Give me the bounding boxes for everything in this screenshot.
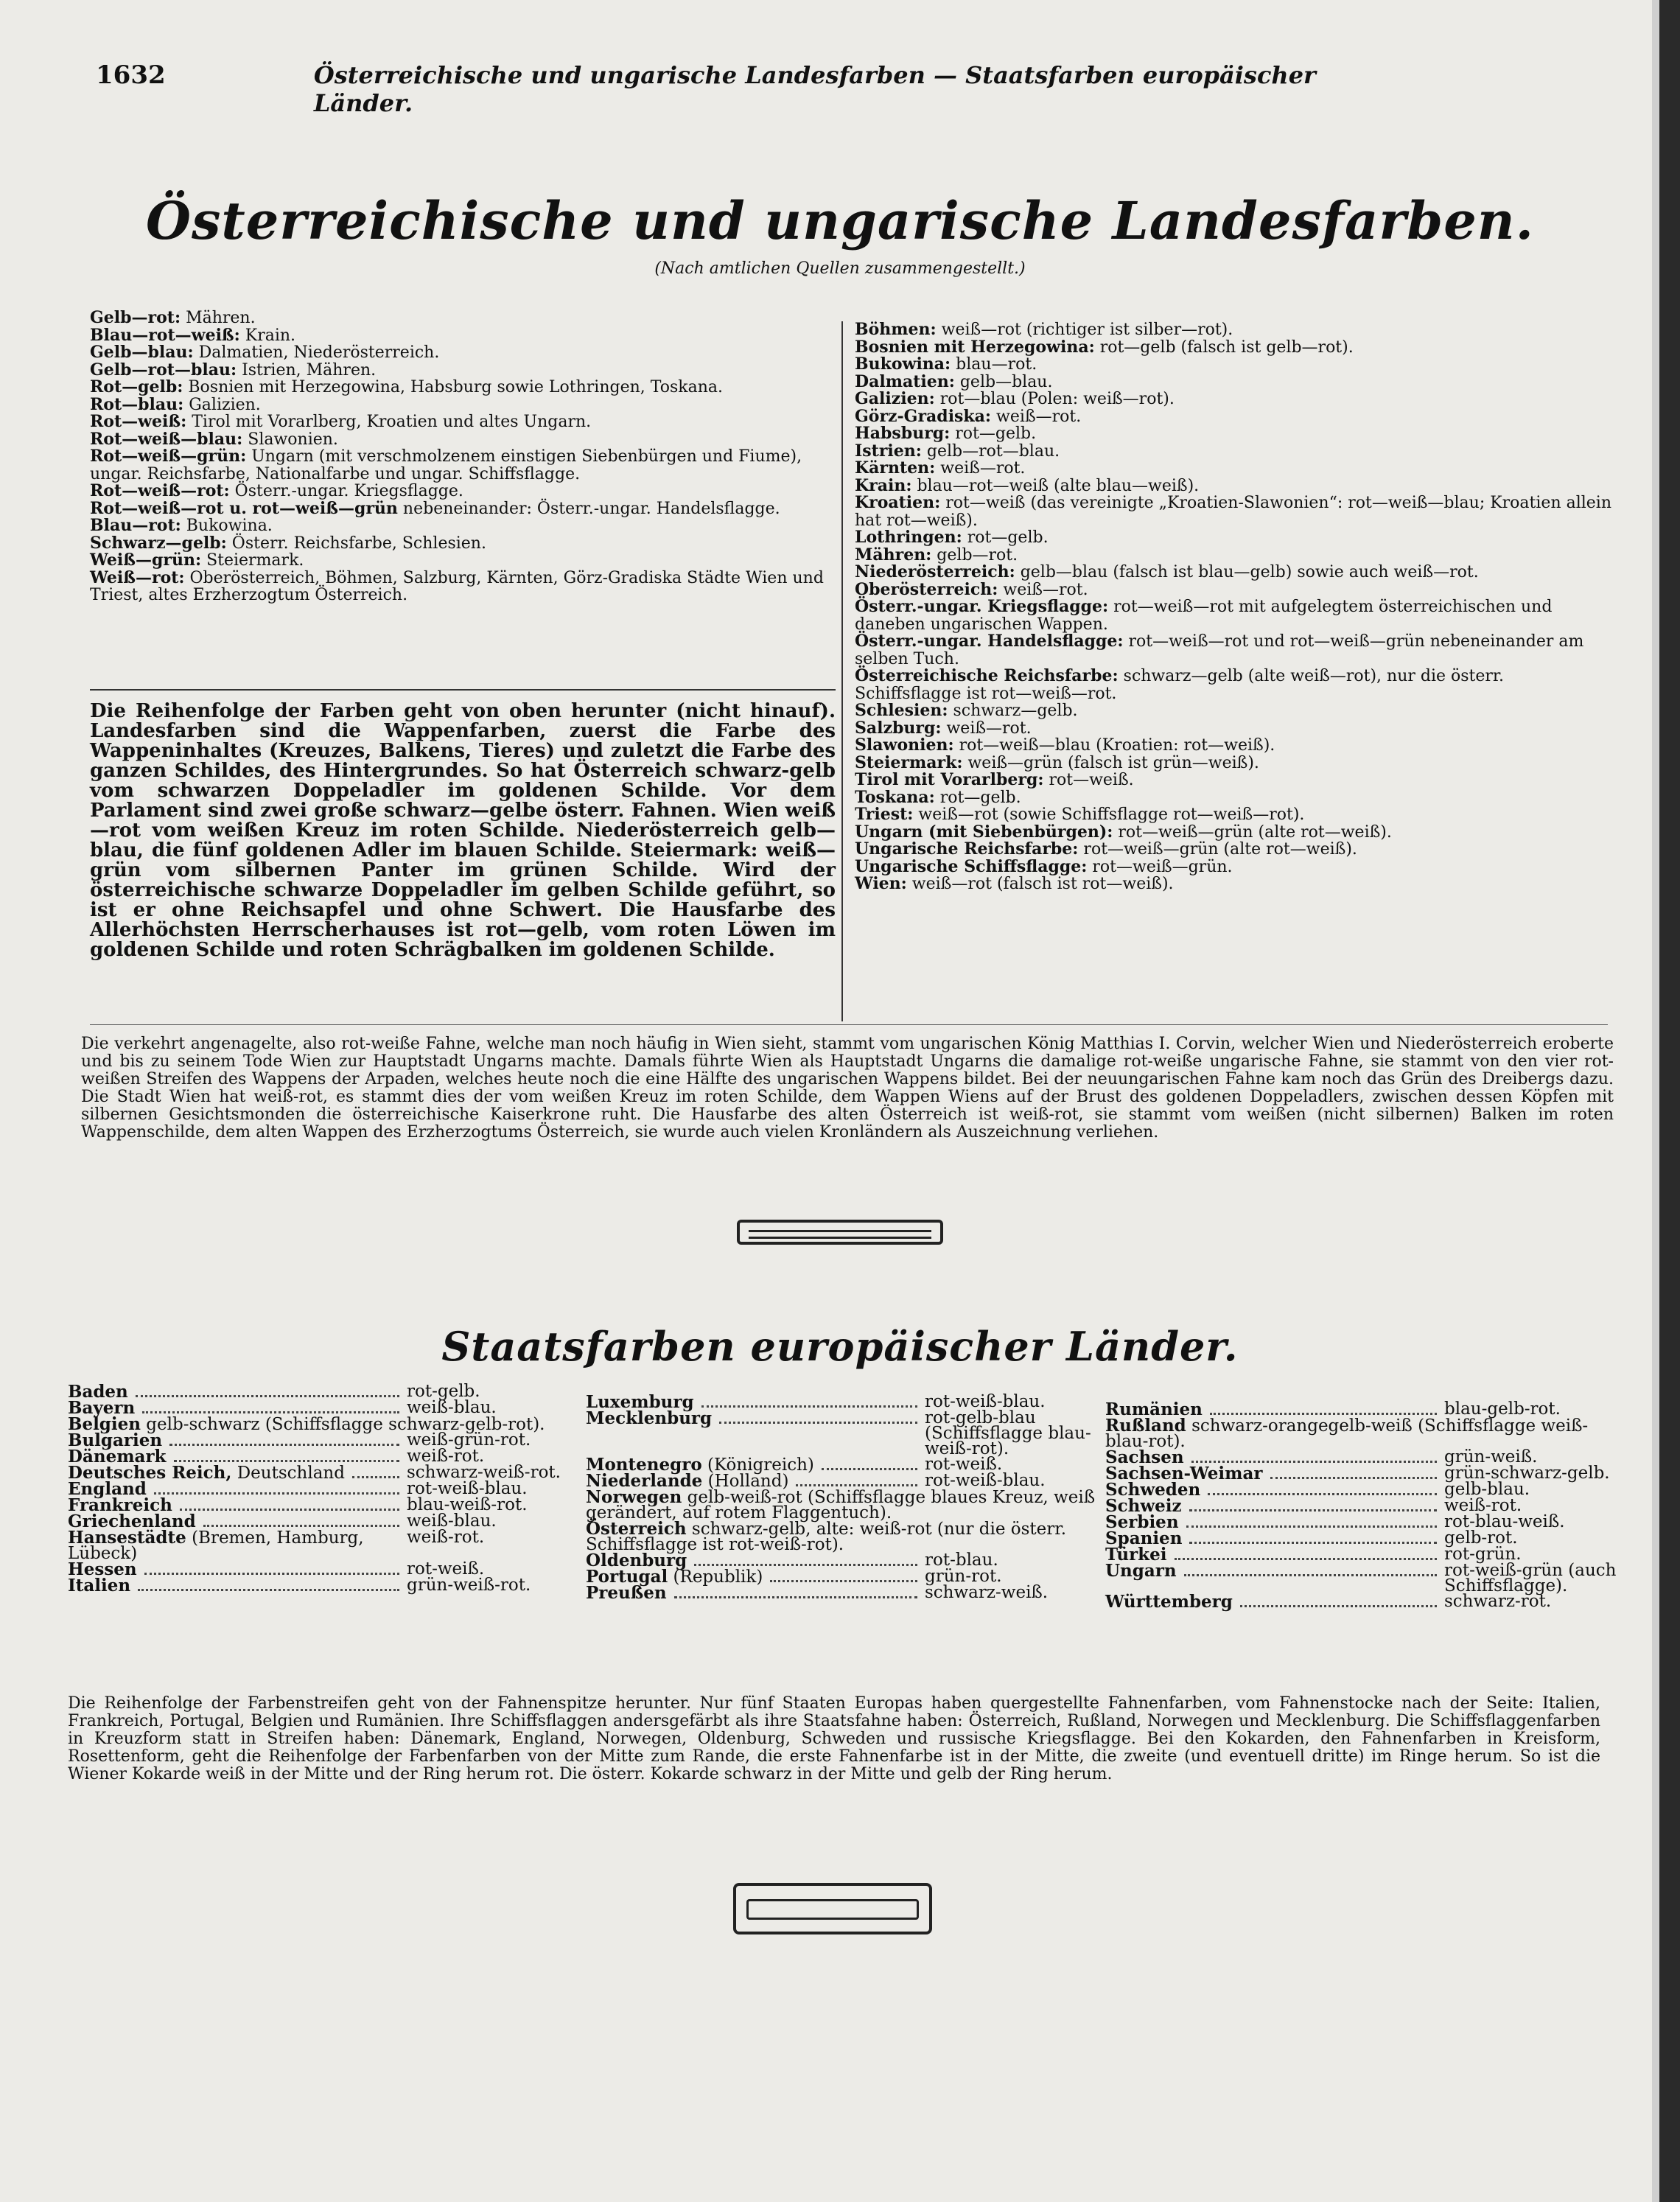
country-name: Schweiz	[1105, 1496, 1182, 1516]
entry-text: weiß—rot.	[991, 407, 1082, 426]
country-name: Baden	[68, 1382, 128, 1402]
history-paragraph: Die verkehrt angenagelte, also rot-weiße Fahne, welche man noch häufig in Wien sieht, stammt vom ungarischen König Matthias I. Corvin, welcher Wien und Niederösterreich eroberte und bis zu seinem Tode Wien zur Hauptstadt Ungarns machte. Damals führte Wien als Hauptstadt Ungarns die damalige rot-weiße ungarische Fahne, sie stammt von den vier rot-weißen Streifen des Wappens der Arpaden, welches heute noch die eine Hälfte des ungarischen Wappens bildet. Bei der neuungarischen Fahne kam noch das Grün des Dreibergs dazu. Die Stadt Wien hat weiß-rot, es stammt dies der vom weißen Kreuz im roten Schilde, dem Wappen Wiens auf der Brust des goldenen Doppeladlers, zwischen dessen Köpfen mit silbernen Gesichtsmonden die österreichische Kaiserkrone ruht. Die Hausfarbe des alten Österreich ist weiß-rot, sie stammt vom weißen (nicht silbernen) Balken im roten Wappenschilde, dem alten Wappen des Erzherzogtums Österreich, sie wurde auch vielen Kronländern als Auszeichnung verliehen.	[81, 1035, 1614, 1142]
entry	[90, 483, 836, 500]
entry	[90, 431, 836, 449]
entry	[855, 581, 1614, 599]
entry	[855, 408, 1614, 426]
entry-text: Istrien, Mähren.	[237, 360, 377, 380]
country-name: Belgien	[68, 1414, 141, 1434]
country-name: Württemberg	[1105, 1592, 1233, 1612]
entry	[855, 443, 1614, 461]
entry	[855, 737, 1614, 755]
entry-term: Wien:	[855, 874, 907, 893]
entry-term: Ungarische Schiffsflagge:	[855, 856, 1088, 876]
section2-title: Staatsfarben europäischer Länder.	[441, 1323, 1239, 1370]
country-extra: gelb-weiß-rot (Schiffsflagge blaues Kreuz, weiß gerändert, auf rotem Flaggentuch).	[586, 1488, 1096, 1523]
column-divider	[841, 321, 843, 1021]
country-colors: weiß-rot.	[407, 1447, 485, 1466]
entry-term: Steiermark:	[855, 752, 963, 772]
entry	[90, 535, 836, 553]
country-name: Frankreich	[68, 1495, 172, 1515]
entry-term: Tirol mit Vorarlberg:	[855, 770, 1044, 789]
dot-leader	[1240, 1594, 1437, 1607]
country-colors: rot-weiß.	[925, 1455, 1003, 1474]
dot-leader	[1175, 1547, 1438, 1560]
dot-leader	[1186, 1514, 1437, 1528]
entry-text: schwarz—gelb (alte weiß—rot), nur die österr. Schiffsflagge ist rot—weiß—rot.	[855, 667, 1505, 703]
dot-leader	[822, 1457, 917, 1470]
dot-leader	[1191, 1450, 1437, 1463]
section1-subtitle: (Nach amtlichen Quellen zusammengestellt.)	[654, 259, 1026, 278]
entry	[855, 668, 1614, 702]
country-line	[1105, 1418, 1621, 1450]
entry-term: Rot—weiß—blau:	[90, 429, 243, 449]
dot-leader	[701, 1394, 917, 1408]
entry	[90, 567, 836, 604]
country-colors: rot-weiß-grün (auch Schiffsflagge).	[1444, 1561, 1617, 1595]
country-colors: grün-schwarz-gelb.	[1444, 1464, 1610, 1483]
dot-leader	[1270, 1466, 1437, 1479]
entry-term: Schwarz—gelb:	[90, 533, 227, 553]
country-colors: rot-weiß-blau.	[407, 1479, 528, 1498]
country-name: Preußen	[586, 1583, 667, 1603]
entry-text: weiß—rot.	[935, 459, 1026, 478]
entry-text: Ungarn (mit verschmolzenem einstigen Siebenbürgen und Fiume), ungar. Reichsfarbe, Nationalfarbe und ungar. Schiffsflagge.	[90, 447, 802, 483]
entry-text: Krain.	[239, 326, 296, 345]
country-row	[68, 1530, 584, 1562]
entry-text: Tirol mit Vorarlberg, Kroatien und altes Ungarn.	[186, 413, 592, 431]
entry-text: gelb—rot.	[931, 545, 1018, 565]
country-name: Rumänien	[1105, 1399, 1203, 1419]
dot-leader	[770, 1569, 917, 1582]
country-colors: rot-weiß-blau.	[925, 1471, 1046, 1490]
entry	[855, 339, 1614, 357]
entry-term: Schlesien:	[855, 701, 948, 720]
entry-text: weiß—rot.	[941, 719, 1032, 738]
divider-ornament	[737, 1220, 943, 1245]
entry-text: rot—weiß—grün (alte rot—weiß).	[1113, 822, 1392, 842]
entry	[855, 856, 1614, 876]
country-line	[586, 1521, 1102, 1553]
country-name: Dänemark	[68, 1447, 167, 1467]
entry-term: Rot—gelb:	[90, 377, 183, 396]
country-row	[68, 1400, 584, 1416]
dot-leader	[180, 1497, 399, 1511]
entry-term: Bukowina:	[855, 354, 951, 374]
entry-text: Mähren.	[181, 309, 256, 327]
entry-term: Blau—rot:	[90, 516, 181, 535]
country-colors: rot-blau-weiß.	[1444, 1512, 1565, 1531]
entry-term: Mähren:	[855, 545, 932, 565]
entry-text: blau—rot—weiß (alte blau—weiß).	[911, 476, 1200, 495]
entry	[855, 772, 1614, 789]
country-colors: blau-gelb-rot.	[1444, 1399, 1561, 1419]
country-line	[586, 1408, 713, 1457]
entry	[90, 379, 836, 396]
country-row	[586, 1489, 1102, 1521]
country-extra: schwarz-gelb, alte: weiß-rot (nur die österr. Schiffsflagge ist rot-weiß-rot).	[586, 1520, 1067, 1554]
page-header	[96, 60, 1393, 117]
country-name: Hessen	[68, 1559, 137, 1579]
country-row	[68, 1384, 584, 1400]
country-line	[68, 1578, 130, 1594]
entry-term: Weiß—rot:	[90, 567, 185, 587]
scan-edge-light	[1652, 0, 1659, 2202]
entry-term: Oberösterreich:	[855, 579, 998, 599]
dot-leader	[1184, 1563, 1437, 1576]
entry	[90, 362, 836, 380]
country-colors: gelb-blau.	[1444, 1480, 1530, 1499]
entry-text: Bosnien mit Herzegowina, Habsburg sowie Lothringen, Toskana.	[183, 378, 723, 396]
entry-text: rot—weiß—grün.	[1087, 857, 1233, 876]
entry	[855, 529, 1614, 547]
entry	[855, 752, 1614, 772]
entry-term: Istrien:	[855, 441, 922, 461]
entry	[855, 475, 1614, 495]
entry-text: rot—gelb.	[934, 788, 1021, 807]
country-row	[1105, 1528, 1621, 1548]
entry	[90, 396, 836, 414]
running-title: Österreichische und ungarische Landesfarben — Staatsfarben europäischer Länder.	[313, 61, 1316, 117]
entry	[855, 564, 1614, 581]
country-name: Portugal	[586, 1567, 668, 1587]
entry	[855, 824, 1614, 842]
entry-text: blau—rot.	[951, 355, 1037, 374]
country-colors: gelb-rot.	[1444, 1528, 1518, 1548]
section1-title: Österreichische und ungarische Landesfarben.	[145, 190, 1535, 251]
entry-term: Lothringen:	[855, 528, 962, 547]
entry-text: gelb—rot—blau.	[921, 441, 1060, 461]
entry-text: rot—weiß—rot und rot—weiß—grün nebeneinander am selben Tuch.	[855, 632, 1584, 668]
country-name: Deutsches Reich,	[68, 1463, 232, 1483]
dot-leader	[203, 1514, 399, 1527]
entry-term: Niederösterreich:	[855, 562, 1015, 581]
entry-term: Dalmatien:	[855, 371, 955, 391]
country-name: Hansestädte	[68, 1528, 186, 1548]
entry-term: Böhmen:	[855, 320, 937, 339]
country-name: Italien	[68, 1576, 131, 1595]
entry	[855, 720, 1614, 738]
entry-term: Gelb—rot:	[90, 308, 181, 327]
entry	[855, 371, 1614, 391]
entry	[855, 356, 1614, 374]
country-colors: schwarz-weiß-rot.	[407, 1463, 561, 1482]
entry-term: Österreichische Reichsfarbe:	[855, 666, 1119, 685]
country-name: Rußland	[1105, 1416, 1186, 1436]
entry	[855, 425, 1614, 443]
dot-leader	[1210, 1402, 1437, 1415]
country-colors: blau-weiß-rot.	[407, 1495, 528, 1514]
entry-text: rot—blau (Polen: weiß—rot).	[934, 390, 1175, 408]
country-name: Norwegen	[586, 1487, 682, 1507]
country-name: Montenegro	[586, 1455, 702, 1475]
entry-term: Bosnien mit Herzegowina:	[855, 337, 1095, 357]
entry-term: Toskana:	[855, 787, 935, 807]
entry-text: Dalmatien, Niederösterreich.	[193, 343, 440, 362]
country-name: England	[68, 1479, 147, 1499]
country-name: Niederlande	[586, 1471, 703, 1491]
flag-order-paragraph: Die Reihenfolge der Farbenstreifen geht von der Fahnenspitze herunter. Nur fünf Staaten Europas haben quergestellte Fahnenfarben, vom Fahnenstocke nach der Seite: Italien, Frankreich, Portugal, Belgien und Rumänien. Ihre Schiffsflaggen andersgefärbt als ihre Staatsfahne haben: Österreich, Rußland, Norwegen und Mecklenburg. Die Schiffsflaggenfarben in Kreuzform statt in Streifen haben: Dänemark, England, Norwegen, Oldenburg, Schweden und russische Kriegsflagge. Bei den Kokarden, den Fahnenfarben in Kreisform, Rosettenform, geht die Reihenfolge der Farbenfarben von der Mitte zum Rande, die erste Fahnenfarbe ist in der Mitte, die zweite (und eventuell dritte) im Ringe herum. So ist die Wiener Kokarde weiß in der Mitte und der Ring herum rot. Die österr. Kokarde schwarz in der Mitte und gelb der Ring herum.	[68, 1694, 1600, 1783]
country-colors: rot-gelb-blau (Schiffsflagge blau-weiß-rot).	[925, 1408, 1091, 1458]
country-extra: (Königreich)	[701, 1455, 814, 1475]
entry-term: Kärnten:	[855, 458, 936, 478]
colors-by-land-list	[855, 321, 1614, 893]
entry-term: Galizien:	[855, 389, 935, 408]
country-line	[1105, 1594, 1233, 1610]
country-row	[1105, 1418, 1621, 1450]
country-colors: weiß-rot.	[407, 1528, 485, 1547]
country-name: Luxemburg	[586, 1392, 694, 1412]
entry	[855, 633, 1614, 668]
country-name: Bayern	[68, 1398, 136, 1418]
entry-term: Slawonien:	[855, 735, 954, 755]
entry-text: rot—gelb.	[950, 424, 1037, 443]
entry-text: weiß—rot (sowie Schiffsflagge rot—weiß—rot).	[913, 805, 1305, 824]
entry	[90, 413, 836, 431]
country-row	[1105, 1514, 1621, 1531]
entry-term: Kroatien:	[855, 493, 941, 512]
country-line	[586, 1489, 1102, 1521]
country-line	[68, 1530, 392, 1562]
entry-text: rot—gelb.	[962, 528, 1049, 547]
country-name: Spanien	[1105, 1528, 1183, 1548]
entry-term: Ungarn (mit Siebenbürgen):	[855, 822, 1113, 842]
entry	[90, 327, 836, 345]
entry	[855, 391, 1614, 408]
country-row	[586, 1521, 1102, 1553]
entry-term: Rot—weiß—grün:	[90, 447, 247, 466]
dot-leader	[1208, 1482, 1437, 1495]
country-row	[1105, 1482, 1621, 1498]
country-row	[1105, 1594, 1621, 1610]
entry-text: rot—weiß.	[1043, 771, 1134, 789]
entry-term: Görz-Gradiska:	[855, 406, 992, 426]
country-row	[586, 1585, 1102, 1601]
entry-text: Galizien.	[183, 395, 261, 414]
dot-leader	[674, 1585, 917, 1598]
page-number: 1632	[96, 60, 166, 90]
entry-text: weiß—rot (richtiger ist silber—rot).	[936, 321, 1233, 339]
entry	[855, 321, 1614, 339]
country-extra: (Holland)	[702, 1472, 789, 1491]
entry	[90, 310, 836, 327]
entry-term: Rot—weiß—rot:	[90, 481, 230, 500]
entry-term: Rot—weiß—rot u. rot—weiß—grün	[90, 498, 398, 518]
entry-text: Österr.-ungar. Kriegsflagge.	[229, 482, 463, 500]
country-row	[1105, 1563, 1621, 1594]
entry	[90, 448, 836, 483]
dot-leader	[1189, 1498, 1437, 1511]
country-colors: rot-blau.	[925, 1551, 998, 1570]
state-colors-column-2	[586, 1394, 1102, 1601]
dot-leader	[352, 1465, 399, 1478]
entry-term: Krain:	[855, 475, 912, 495]
entry-term: Rot—weiß:	[90, 412, 187, 431]
entry-text: Steiermark.	[201, 551, 304, 570]
entry-text: Oberösterreich, Böhmen, Salzburg, Kärnten, Görz-Gradiska Städte Wien und Triest, altes Erzherzogtum Österreich.	[90, 568, 824, 604]
scan-edge-dark	[1659, 0, 1680, 2202]
entry-term: Ungarische Reichsfarbe:	[855, 839, 1079, 859]
entry-term: Habsburg:	[855, 424, 951, 443]
entry-term: Triest:	[855, 805, 914, 824]
entry-text: Österr. Reichsfarbe, Schlesien.	[226, 534, 486, 553]
entry-text: gelb—blau.	[954, 372, 1053, 391]
entry-term: Blau—rot—weiß:	[90, 325, 240, 345]
country-name: Serbien	[1105, 1512, 1179, 1532]
country-line	[1105, 1563, 1177, 1594]
entry-text: Slawonien.	[242, 430, 338, 449]
entry	[855, 875, 1614, 893]
country-colors: weiß-rot.	[1444, 1496, 1522, 1515]
country-colors: rot-weiß.	[407, 1559, 485, 1579]
country-name: Oldenburg	[586, 1551, 687, 1570]
dot-leader	[796, 1473, 917, 1486]
entry-text: weiß—rot (falsch ist rot—weiß).	[906, 875, 1174, 893]
entry	[855, 460, 1614, 478]
entry	[855, 598, 1614, 633]
country-name: Türkei	[1105, 1545, 1167, 1565]
entry	[855, 806, 1614, 824]
country-name: Ungarn	[1105, 1561, 1177, 1581]
country-colors: weiß-grün-rot.	[407, 1430, 531, 1450]
entry	[90, 517, 836, 535]
entry-text: rot—gelb (falsch ist gelb—rot).	[1094, 338, 1354, 357]
entry-term: Österr.-ungar. Kriegsflagge:	[855, 597, 1109, 616]
state-colors-column-1	[68, 1384, 584, 1594]
state-colors-column-3	[1105, 1399, 1621, 1612]
section-rule	[90, 1024, 1608, 1025]
entry-text: rot—weiß—blau (Kroatien: rot—weiß).	[953, 736, 1275, 755]
entry-text: gelb—blau (falsch ist blau—gelb) sowie auch weiß—rot.	[1015, 563, 1479, 581]
country-extra: schwarz-orangegelb-weiß (Schiffsflagge weiß-blau-rot).	[1105, 1416, 1589, 1451]
dot-leader	[174, 1449, 400, 1462]
country-colors: rot-gelb.	[407, 1382, 480, 1401]
entry-term: Salzburg:	[855, 718, 942, 738]
country-name: Österreich	[586, 1519, 687, 1539]
entry-text: rot—weiß—grün (alte rot—weiß).	[1078, 840, 1357, 859]
dot-leader	[719, 1411, 917, 1424]
entry	[855, 547, 1614, 565]
dot-leader	[154, 1481, 399, 1495]
entry	[90, 500, 836, 518]
dot-leader	[142, 1400, 399, 1413]
entry-term: Österr.-ungar. Handelsflagge:	[855, 632, 1124, 651]
dot-leader	[1189, 1531, 1437, 1544]
order-explanation-paragraph: Die Reihenfolge der Farben geht von oben herunter (nicht hinauf). Landesfarben sind die Wappenfarben, zuerst die Farbe des Wappeninhaltes (Kreuzes, Balkens, Tieres) und zuletzt die Farbe des ganzen Schildes, des Hintergrundes. So hat Österreich schwarz-gelb vom schwarzen Doppeladler im goldenen Schilde. Vor dem Parlament sind zwei große schwarz—gelbe österr. Fahnen. Wien weiß—rot vom weißen Kreuz im roten Schilde. Niederösterreich gelb—blau, die fünf goldenen Adler im blauen Schilde. Steiermark: weiß—grün vom silbernen Panter im grünen Schilde. Wird der österreichische schwarze Doppeladler im gelben Schilde geführt, so ist er ohne Reichsapfel und ohne Schwert. Die Hausfarbe des Allerhöchsten Herrscherhauses ist rot—gelb, vom roten Löwen im goldenen Schilde und roten Schrägbalken im goldenen Schilde.	[90, 700, 836, 961]
entry-text: rot—weiß—rot mit aufgelegtem österreichischen und daneben ungarischen Wappen.	[855, 598, 1553, 634]
left-column-rule	[90, 689, 836, 691]
country-extra: Deutschland	[231, 1464, 345, 1483]
entry-term: Gelb—blau:	[90, 343, 194, 362]
country-colors: weiß-blau.	[407, 1398, 497, 1417]
country-colors: grün-rot.	[925, 1567, 1002, 1586]
entry-text: rot—weiß (das vereinigte „Kroatien-Slawonien“: rot—weiß—blau; Kroatien allein hat rot—weiß).	[855, 494, 1612, 530]
country-colors: weiß-blau.	[407, 1511, 497, 1531]
country-row	[586, 1408, 1102, 1458]
dot-leader	[144, 1562, 399, 1575]
country-row	[68, 1578, 584, 1594]
country-colors: rot-grün.	[1444, 1545, 1522, 1564]
dot-leader	[169, 1433, 399, 1446]
entry-term: Rot—blau:	[90, 394, 184, 414]
dot-leader	[136, 1384, 399, 1397]
country-name: Mecklenburg	[586, 1408, 713, 1428]
country-name: Schweden	[1105, 1480, 1201, 1500]
entry-text: schwarz—gelb.	[948, 702, 1078, 720]
entry	[855, 789, 1614, 807]
entry-text: Bukowina.	[181, 517, 273, 535]
country-extra: (Republik)	[668, 1567, 763, 1587]
country-colors: rot-weiß-blau.	[925, 1392, 1046, 1411]
entry	[855, 494, 1614, 529]
entry-term: Weiß—grün:	[90, 550, 202, 570]
entry-text: weiß—grün (falsch ist grün—weiß).	[962, 753, 1259, 772]
country-name: Sachsen	[1105, 1447, 1184, 1467]
dot-leader	[694, 1553, 917, 1566]
entry	[855, 841, 1614, 859]
entry-term: Gelb—rot—blau:	[90, 360, 237, 380]
country-line	[586, 1585, 667, 1601]
end-ornament	[733, 1883, 932, 1934]
country-extra: gelb-schwarz (Schiffsflagge schwarz-gelb-rot).	[141, 1415, 545, 1434]
colors-by-color-list	[90, 310, 836, 604]
country-colors: grün-weiß-rot.	[407, 1576, 531, 1595]
country-colors: schwarz-rot.	[1444, 1592, 1552, 1611]
entry	[90, 344, 836, 362]
country-colors: schwarz-weiß.	[925, 1583, 1049, 1602]
country-name: Griechenland	[68, 1511, 196, 1531]
entry	[90, 552, 836, 570]
entry-text: weiß—rot.	[998, 580, 1088, 599]
country-name: Bulgarien	[68, 1430, 163, 1450]
entry	[855, 702, 1614, 720]
country-colors: grün-weiß.	[1444, 1447, 1538, 1467]
country-name: Sachsen-Weimar	[1105, 1464, 1263, 1483]
country-extra: (Bremen, Hamburg, Lübeck)	[68, 1528, 364, 1563]
dot-leader	[138, 1578, 399, 1591]
entry-text: nebeneinander: Österr.-ungar. Handelsflagge.	[397, 499, 780, 518]
